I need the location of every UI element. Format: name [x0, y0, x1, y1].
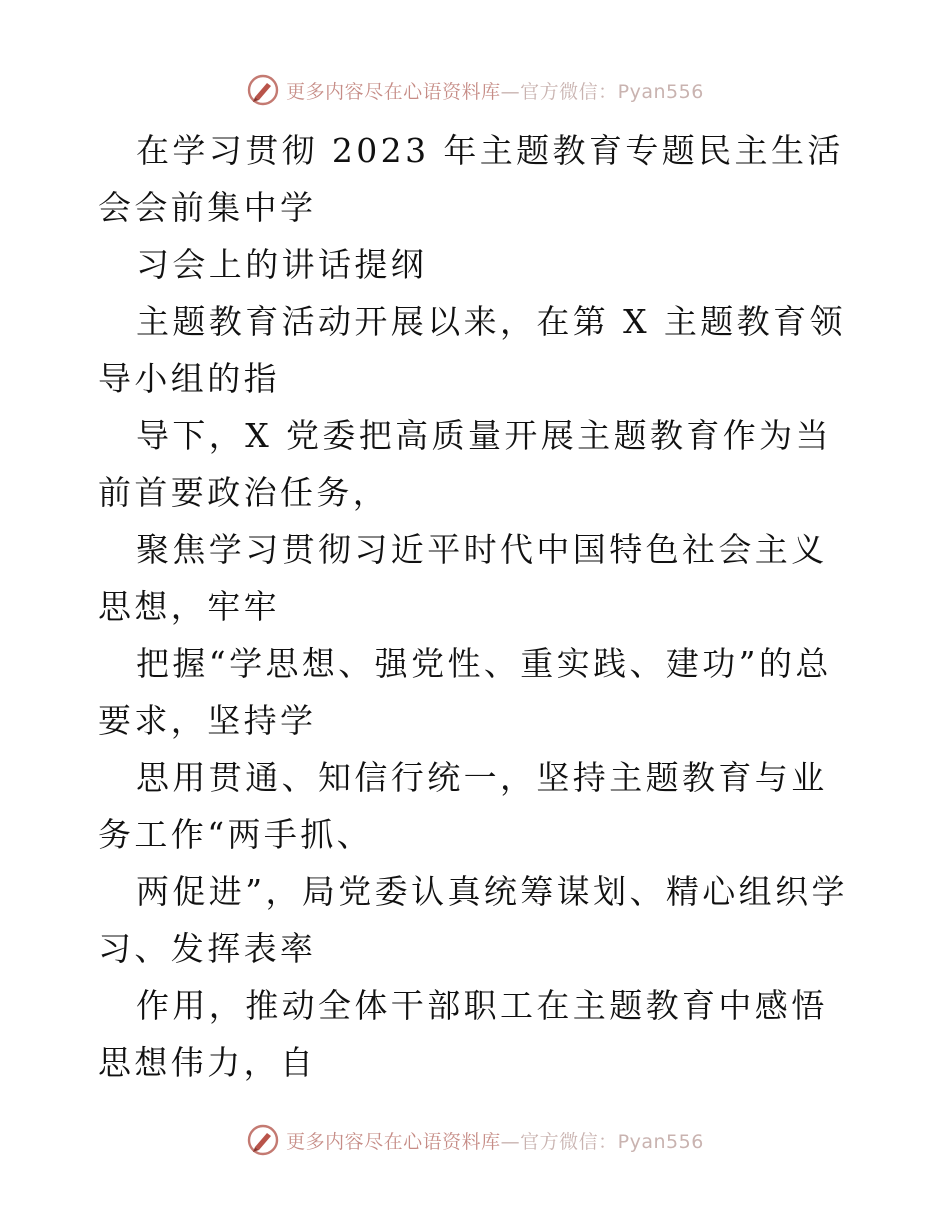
watermark-contact-text: —官方微信：Pyan556	[500, 1130, 704, 1153]
header-watermark	[0, 70, 950, 110]
paragraph: 把握“学思想、强党性、重实践、建功”的总要求，坚持学	[98, 644, 832, 740]
paragraph: 思用贯通、知信行统一，坚持主题教育与业务工作“两手抓、	[98, 758, 828, 854]
paragraph: 作用，推动全体干部职工在主题教育中感悟思想伟力，自	[98, 986, 828, 1082]
watermark-site-text: 更多内容尽在心语资料库	[286, 1130, 501, 1153]
paragraph: 聚焦学习贯彻习近平时代中国特色社会主义思想，牢牢	[98, 530, 828, 626]
document-body	[98, 122, 858, 1091]
paragraph: 主题教育活动开展以来，在第 X 主题教育领导小组的指	[98, 302, 846, 398]
watermark-contact-text: —官方微信：Pyan556	[500, 80, 704, 103]
paragraph: 在学习贯彻 2023 年主题教育专题民主生活会会前集中学	[98, 131, 844, 227]
paragraph: 两促进”，局党委认真统筹谋划、精心组织学习、发挥表率	[98, 872, 848, 968]
paragraph: 习会上的讲话提纲	[136, 245, 428, 284]
paragraph: 导下，X 党委把高质量开展主题教育作为当前首要政治任务，	[98, 416, 832, 512]
pen-logo-icon	[246, 1123, 280, 1157]
watermark-site-text: 更多内容尽在心语资料库	[286, 80, 501, 103]
footer-watermark	[0, 1120, 950, 1160]
pen-logo-icon	[246, 73, 280, 107]
